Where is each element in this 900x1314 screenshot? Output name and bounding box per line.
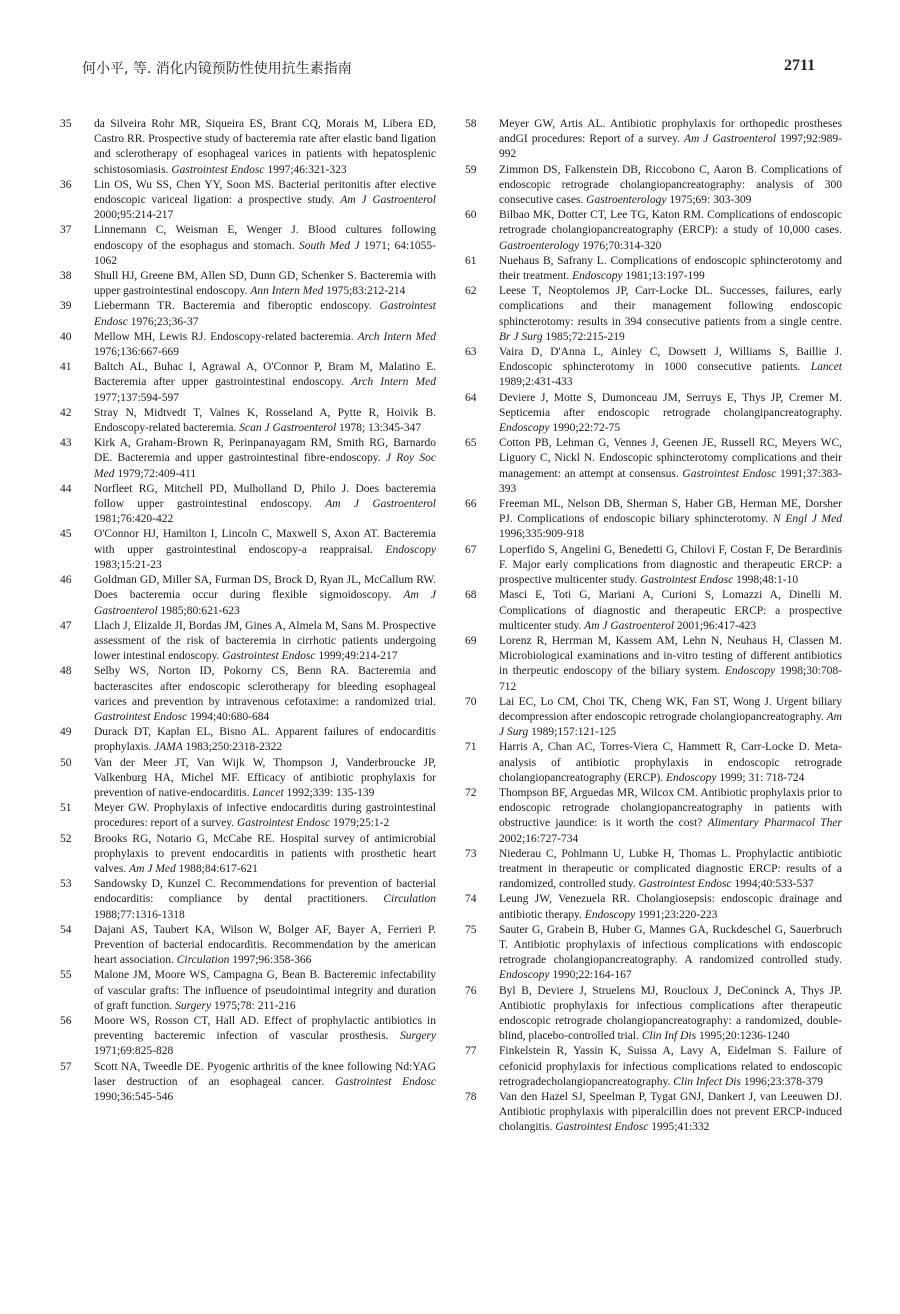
reference-text [94,223,436,269]
reference-number: 51 [60,802,72,815]
citation-details: 1989;157:121-125 [528,726,617,739]
reference-entry [465,695,842,741]
reference-entry [60,877,436,923]
reference-number: 49 [60,726,72,739]
citation-details: 1989;2:431-433 [499,376,573,389]
journal-name: Surgery [400,1030,436,1043]
reference-body: Llach J, Elizalde JI, Bordas JM, Gines A, Almela M, Sans M. Prospective assessment of the risk of bacteremia in cirrhotic patients undergoing lower intestinal endoscopy. [94,619,436,663]
reference-text [94,330,436,360]
reference-entry [60,117,436,178]
reference-number: 78 [465,1091,477,1103]
journal-name: Br J Surg [499,330,543,343]
citation-details: 1998;30:708-712 [499,665,842,693]
reference-text [499,695,842,741]
reference-body: Sandowsky D, Kunzel C. Recommendations for prevention of bacterial endocarditis: compliance by dental practitioners. [94,878,436,906]
journal-name: Clin Infect Dis [673,1075,741,1088]
reference-body: Lai EC, Lo CM, Choi TK, Cheng WK, Fan ST, Wong J. Urgent biliary decompression after endoscopic retrograde cholangiopancreatography. [499,695,842,723]
reference-number: 35 [60,118,72,130]
reference-entry [465,1090,842,1136]
journal-name: Am J Gastroenterol [94,589,437,617]
reference-entry [60,482,436,528]
reference-number: 50 [60,756,72,769]
reference-body: Van den Hazel SJ, Speelman P, Tygat GNJ, Dankert J, van Leeuwen DJ. Antibiotic prophylaxis with piperalcillin does not prevent ERCP-induced cholangitis. [499,1091,842,1134]
reference-body: Norfleet RG, Mitchell PD, Mulholland D, Philo J. Does bacteremia follow upper gastrointestinal endoscopy. [94,482,436,511]
citation-details: 1999; 31: 718-724 [716,771,805,784]
citation-details: 1985;80:621-623 [157,604,240,617]
journal-name: Surgery [175,999,212,1012]
reference-body: Deviere J, Motte S, Dumonceau JM, Serruys E, Thys JP, Cremer M. Septicemia after endoscopic retrograde cholangipancreatography. [499,391,842,419]
journal-name: Gastrointest Endosc [94,710,188,723]
citation-details: 1971;69:825-828 [94,1045,174,1058]
reference-body: Kirk A, Graham-Brown R, Perinpanayagam RM, Smith RG, Barnardo DE. Bacteremia and upper gastrointestinal fibre-endoscopy. [94,437,436,465]
journal-name: Gastrointest Endosc [555,1121,649,1134]
reference-number: 60 [465,209,477,222]
reference-body: Finkelstein R, Yassin K, Suissa A, Lavy A, Eidelman S. Failure of cefonicid prophylaxis for infectious complications related to endoscopic retrogradecholangiopancreatography. [499,1045,842,1088]
reference-number: 73 [465,847,477,860]
reference-entry [465,786,842,847]
reference-entry [60,527,436,573]
citation-details: 1992;339: 135-139 [283,786,375,799]
reference-text [94,573,436,619]
reference-text [94,1060,436,1106]
reference-text [499,391,842,437]
reference-body: Baltch AL, Buhac I, Agrawal A, O'Connor P, Bram M, Malatino E. Bacteremia after upper gastrointestinal endoscopy. [94,361,436,389]
citation-details: 1976;136:667-669 [94,346,179,359]
reference-text [94,725,436,755]
reference-number: 64 [465,391,477,404]
citation-details: 1994;40:533-537 [731,878,814,891]
reference-entry [465,543,842,589]
reference-entry [465,634,842,695]
reference-body: Liebermann TR. Bacteremia and fiberoptic endoscopy. [94,300,380,313]
reference-body: Linnemann C, Weisman E, Wenger J. Blood cultures following endoscopy of the esophagus and stomach. [94,224,436,252]
reference-entry [465,391,842,437]
reference-entry [465,923,842,984]
reference-number: 70 [465,695,477,708]
journal-name: Am J Gastroenterol [340,194,436,207]
reference-number: 52 [60,832,72,845]
reference-number: 54 [60,923,72,936]
reference-entry [60,1060,436,1106]
reference-text [499,254,842,284]
citation-details: 1997;92:989-992 [499,133,843,161]
reference-number: 67 [465,543,477,556]
reference-body: Meyer GW, Artis AL. Antibiotic prophylaxis for orthopedic prostheses andGI procedures: Report of a survey. [499,118,842,146]
reference-text [94,436,436,482]
reference-number: 39 [60,300,72,313]
reference-body: Masci E, Toti G, Mariani A, Curioni S, Lomazzi A, Dinelli M. Complications of diagnostic and therapeutic ERCP: a prospective multicenter study. [499,589,842,632]
reference-entry [60,1014,436,1060]
reference-body: Cotton PB, Lehman G, Vennes J, Geenen JE, Russell RC, Meyers WC, Liguory C, Nickl N. Endoscopic sphincterotomy complications and their management: an attempt at consensus. [499,437,842,480]
reference-number: 76 [465,984,477,997]
reference-entry [60,223,436,269]
reference-number: 58 [465,118,477,130]
reference-entry [465,284,842,345]
reference-text [94,968,436,1014]
citation-details: 1978; 13:345-347 [336,422,422,435]
reference-number: 45 [60,528,72,541]
citation-details: 1988;84:617-621 [175,862,258,875]
citation-details: 1997;46:321-323 [264,163,347,176]
reference-text [499,1044,842,1090]
reference-text [94,178,436,224]
journal-name: Endoscopy [499,969,550,982]
reference-entry [465,847,842,893]
reference-body: Leese T, Neoptolemos JP, Carr-Locke DL. Successes, failures, early complications and their management following endoscopic sphincterotomy: results in 394 consecutive patients from a single centre. [499,285,842,328]
journal-name: Endoscopy [385,543,436,556]
citation-details: 1991;23:220-223 [635,908,718,921]
journal-name: Endoscopy [584,908,636,921]
journal-name: Ann Intern Med [250,285,324,298]
reference-text [94,619,436,665]
reference-text [499,208,842,254]
reference-number: 71 [465,741,477,754]
running-title: 何小平, 等. 消化内镜预防性使用抗生素指南 [82,61,352,77]
journal-name: Gastrointest Endosc [334,1075,436,1088]
reference-number: 53 [60,878,72,891]
reference-number: 68 [465,589,477,602]
reference-body: Bilbao MK, Dotter CT, Lee TG, Katon RM. Complications of endoscopic retrograde cholangiopancreatography (ERCP): a study of 10,000 cases. [499,209,842,237]
journal-name: Alimentary Pharmacol Ther [707,817,842,830]
reference-body: Meyer GW. Prophylaxis of infective endocarditis during gastrointestinal procedures: report of a survey. [94,802,436,830]
journal-name: Circulation [383,893,436,906]
citation-details: 1998;48:1-10 [733,574,799,587]
reference-entry [60,178,436,224]
reference-text [94,877,436,923]
reference-body: Selby WS, Norton ID, Pokorny CS, Benn RA. Bacteremia and bacterascites after endoscopic sclerotherapy for bleeding esophageal varices and prevention by intravenous cefotaxime: a randomized trial. [94,665,436,708]
reference-entry [60,360,436,406]
reference-body: Zimmon DS, Falkenstein DB, Riccobono C, Aaron B. Complications of endoscopic retrograde cholangiopancreatography: analysis of 300 consecutive cases. [499,163,842,207]
reference-body: Lin OS, Wu SS, Chen YY, Soon MS. Bacterial peritonitis after elective endoscopic variceal ligation: a prospective study. [94,178,436,207]
journal-name: JAMA [154,741,183,754]
citation-details: 1981;76:420-422 [94,513,174,526]
journal-name: Endoscopy [499,422,550,435]
reference-number: 44 [60,482,72,495]
reference-body: Leung JW, Venezuela RR. Cholangiosepsis: endoscopic drainage and antibiotic therapy. [499,893,842,921]
reference-text [94,360,436,406]
reference-text [94,406,436,436]
reference-body: Mellow MH, Lewis RJ. Endoscopy-related bacteremia. [94,330,358,343]
reference-body: Sauter G, Grabein B, Huber G, Mannes GA, Ruckdeschel G, Sauerbruch T. Antibiotic prophylaxis of infectious complications with endoscopic retrograde cholangiopancreatography. A randomized controlled study. [499,923,842,967]
reference-entry [465,163,842,209]
citation-details: 1983;15:21-23 [94,558,162,571]
journal-name: Am J Surg [499,710,842,739]
reference-entry [60,436,436,482]
reference-text [94,299,436,329]
journal-name: Gastrointest Endosc [222,650,316,663]
reference-number: 43 [60,437,72,450]
reference-body: Goldman GD, Miller SA, Furman DS, Brock D, Ryan JL, McCallum RW. Does bacteremia occur during flexible sigmoidoscopy. [94,574,436,602]
citation-details: 1990;22:72-75 [549,422,621,435]
reference-body: Stray N, Midtvedt T, Valnes K, Rosseland A, Pytte R, Hoivik B. Endoscopy-related bacteremia. [94,406,436,435]
reference-body: Durack DT, Kaplan EL, Bisno AL. Apparent failures of endocarditis prophylaxis. [94,726,436,754]
reference-column-left [60,117,436,1105]
reference-text [94,756,436,802]
citation-details: 1976;23;36-37 [127,315,199,328]
journal-name: South Med J [298,239,360,252]
citation-details: 1995;20:1236-1240 [696,1030,790,1043]
reference-body: Shull HJ, Greene BM, Allen SD, Dunn GD, Schenker S. Bacteremia with upper gastrointestinal endoscopy. [94,270,436,298]
reference-text [499,923,842,984]
journal-name: Am J Gastroenterol [684,133,777,146]
reference-entry [60,406,436,436]
citation-details: 1991;37:383-393 [499,467,842,495]
reference-number: 40 [60,330,72,343]
reference-text [94,923,436,969]
citation-details: 1994;40:680-684 [187,710,270,723]
reference-entry [465,345,842,391]
reference-number: 62 [465,285,477,298]
reference-body: Thompson BF, Arguedas MR, Wilcox CM. Antibiotic prophylaxis prior to endoscopic retrograde cholangiopancreatography in patients with obstructive jaundice: is it worth the cost? [499,786,842,830]
reference-entry [465,117,842,163]
citation-details: 1997;96:358-366 [229,954,312,967]
journal-name: N Engl J Med [772,513,842,526]
reference-entry [465,497,842,543]
reference-number: 47 [60,619,72,632]
citation-details: 1990;22:164-167 [549,969,632,982]
reference-text [499,284,842,345]
reference-text [499,497,842,543]
reference-text [94,269,436,299]
journal-name: Gastrointest Endosc [682,467,777,480]
reference-entry [465,588,842,634]
citation-details: 1990;36:545-546 [94,1091,174,1103]
reference-number: 63 [465,346,477,359]
reference-text [499,634,842,695]
journal-name: Gastroenterology [586,194,667,207]
citation-details: 1983;250:2318-2322 [182,741,283,754]
reference-number: 36 [60,178,72,191]
reference-number: 74 [465,893,477,906]
reference-number: 72 [465,786,477,799]
reference-text [499,1090,842,1136]
reference-body: Freeman ML, Nelson DB, Sherman S, Haber GB, Herman ME, Dorsher PJ. Complications of endoscopic biliary sphincterotomy. [499,498,842,526]
reference-text [94,832,436,878]
citation-details: 1985;72:215-219 [542,330,625,343]
page-number: 2711 [784,57,816,74]
citation-details: 1979;72:409-411 [114,467,197,480]
journal-name: Gastrointest Endosc [94,300,436,328]
reference-entry [60,269,436,299]
reference-number: 77 [465,1045,477,1058]
reference-entry [465,1044,842,1090]
reference-text [499,740,842,786]
citation-details: 1996;23:378-379 [740,1075,824,1088]
reference-entry [465,436,842,497]
reference-entry [60,664,436,725]
reference-number: 75 [465,923,477,936]
reference-body: Vaira D, D'Anna L, Ainley C, Dowsett J, Williams S, Baillie J. Endoscopic sphincterotomy in 1000 consecutive patients. [499,346,842,374]
reference-body: Dajani AS, Taubert KA, Wilson W, Bolger AF, Bayer A, Ferrieri P. Prevention of bacterial endocarditis. Recommendation by the american heart association. [94,923,436,967]
citation-details: 1995;41:332 [648,1121,710,1134]
citation-details: 1971; 64:1055-1062 [94,239,437,267]
reference-body: Malone JM, Moore WS, Campagna G, Bean B. Bacteremic infectability of vascular grafts: The influence of pseudointimal integrity and duration of graft function. [94,969,436,1012]
citation-details: 2000;95:214-217 [94,209,174,222]
citation-details: 1976;70:314-320 [579,239,662,252]
reference-entry [465,740,842,786]
reference-number: 37 [60,224,72,237]
reference-entry [60,968,436,1014]
reference-body: Nuehaus B, Safrany L. Complications of endoscopic sphincterotomy and their treatment. [499,254,842,283]
journal-name: Clin Inf Dis [641,1030,697,1043]
reference-number: 41 [60,361,72,374]
reference-body: Moore WS, Rosson CT, Hall AD. Effect of prophylactic antibiotics in preventing bacteremic infection of vascular prosthesis. [94,1014,436,1043]
reference-number: 38 [60,270,72,283]
journal-name: Am J Gastroenterol [325,498,436,511]
reference-entry [465,254,842,284]
journal-name: Arch Intern Med [351,376,436,389]
reference-text [94,664,436,725]
reference-number: 69 [465,634,477,647]
reference-entry [60,923,436,969]
reference-entry [60,619,436,665]
reference-body: O'Connor HJ, Hamilton I, Lincoln C, Maxwell S, Axon AT. Bacteremia with upper gastrointestinal endoscopy-a reappraisal. [94,528,436,556]
citation-details: 2002;16:727-734 [499,832,579,845]
reference-entry [465,892,842,922]
journal-name: Gastrointest Endosc [171,163,265,176]
reference-number: 66 [465,498,477,511]
journal-name: Endoscopy [572,270,623,283]
reference-entry [60,725,436,755]
citation-details: 1975;78: 211-216 [211,999,296,1012]
citation-details: 1999;49:214-217 [315,650,398,663]
reference-number: 48 [60,665,72,678]
reference-entry [60,330,436,360]
journal-name: Gastrointest Endosc [640,574,734,587]
journal-name: Am J Med [129,862,176,875]
reference-entry [60,299,436,329]
reference-text [94,482,436,528]
reference-body: Scott NA, Tweedle DE. Pyogenic arthritis of the knee following Nd:YAG laser destruction of an esophageal cancer. [94,1060,436,1088]
reference-body: Niederau C, Pohlmann U, Lubke H, Thomas L. Prophylactic antibiotic treatment in therapeutic or complicated diagnostic ERCP: results of a randomized, controlled study. [499,847,842,891]
reference-text [94,527,436,573]
citation-details: 2001;96:417-423 [674,619,757,632]
reference-entry [60,573,436,619]
reference-text [499,117,842,163]
reference-number: 61 [465,254,477,267]
reference-text [499,847,842,893]
reference-text [499,786,842,847]
reference-body: Brooks RG, Notario G, McCabe RE. Hospital survey of antimicrobial prophylaxis to prevent endocarditis in patients with prosthetic heart valves. [94,832,436,875]
citation-details: 1975;69: 303-309 [666,194,752,207]
journal-name: Scan J Gastroenterol [239,422,337,435]
reference-entry [60,756,436,802]
reference-body: da Silveira Rohr MR, Siqueira ES, Brant CQ, Morais M, Libera ED, Castro RR. Prospective study of bacteremia rate after elastic band ligation and sclerotherapy of esophageal varices in patients with hepatosplenic schistosomiasis. [94,118,436,176]
reference-entry [465,208,842,254]
journal-name: Arch Intern Med [357,330,436,343]
reference-number: 46 [60,574,72,587]
journal-name: J Roy Soc Med [94,452,436,480]
citation-details: 1975;83:212-214 [323,285,406,298]
reference-entry [60,801,436,831]
reference-text [499,892,842,922]
journal-name: Endoscopy [724,665,776,678]
citation-details: 1977;137:594-597 [94,391,179,404]
reference-body: Van der Meer JT, Van Wijk W, Thompson J, Vanderbroucke JP, Valkenburg HA, Michel MF. Efficacy of antibiotic prophylaxis for prevention of native-endocarditis. [94,756,436,799]
journal-name: Gastroenterology [499,239,580,252]
reference-entry [465,984,842,1045]
reference-text [499,436,842,497]
reference-number: 59 [465,163,477,176]
journal-name: Am J Gastroenterol [584,619,675,632]
reference-text [94,1014,436,1060]
reference-entry [60,832,436,878]
reference-body: Lorenz R, Herrman M, Kassem AM, Lehn N, Neuhaus H, Classen M. Microbiological examinations and in-vitro testing of different antibiotics in therpeutic endoscopy of the biliary system. [499,634,842,678]
reference-text [94,801,436,831]
reference-number: 55 [60,969,72,982]
journal-name: Lancet [810,361,842,374]
reference-text [499,984,842,1045]
journal-name: Gastrointest Endosc [638,878,732,891]
citation-details: 1988;77:1316-1318 [94,908,185,921]
citation-details: 1981;13:197-199 [622,270,705,283]
journal-name: Lancet [252,786,284,799]
reference-text [94,117,436,178]
reference-number: 57 [60,1060,72,1073]
journal-name: Gastrointest Endosc [236,817,331,830]
citation-details: 1979;25:1-2 [330,817,390,830]
citation-details: 1996;335:909-918 [499,528,584,541]
reference-column-right [465,117,842,1136]
reference-body: Loperfido S, Angelini G, Benedetti G, Chilovi F, Costan F, De Berardinis F. Major early complications from diagnostic and therapeutic ERCP: a prospective multicenter study. [499,543,842,587]
reference-text [499,588,842,634]
reference-body: Byl B, Deviere J, Struelens MJ, Roucloux J, DeConinck A, Thys JP. Antibiotic prophylaxis for infectious complications after therapeutic endoscopic retrograde cholangiopancreatography: a randomized, double-blind, placebo-controlled trial. [499,984,842,1043]
journal-name: Endoscopy [666,771,717,784]
reference-text [499,543,842,589]
journal-name: Circulation [176,954,230,967]
reference-text [499,163,842,209]
reference-text [499,345,842,391]
reference-body: Harris A, Chan AC, Torres-Viera C, Hammett R, Carr-Locke D. Meta-analysis of antibiotic prophylaxis in endoscopic retrograde cholangiopancreatography (ERCP). [499,741,842,784]
reference-number: 56 [60,1014,72,1027]
reference-number: 65 [465,437,477,450]
reference-number: 42 [60,406,72,419]
